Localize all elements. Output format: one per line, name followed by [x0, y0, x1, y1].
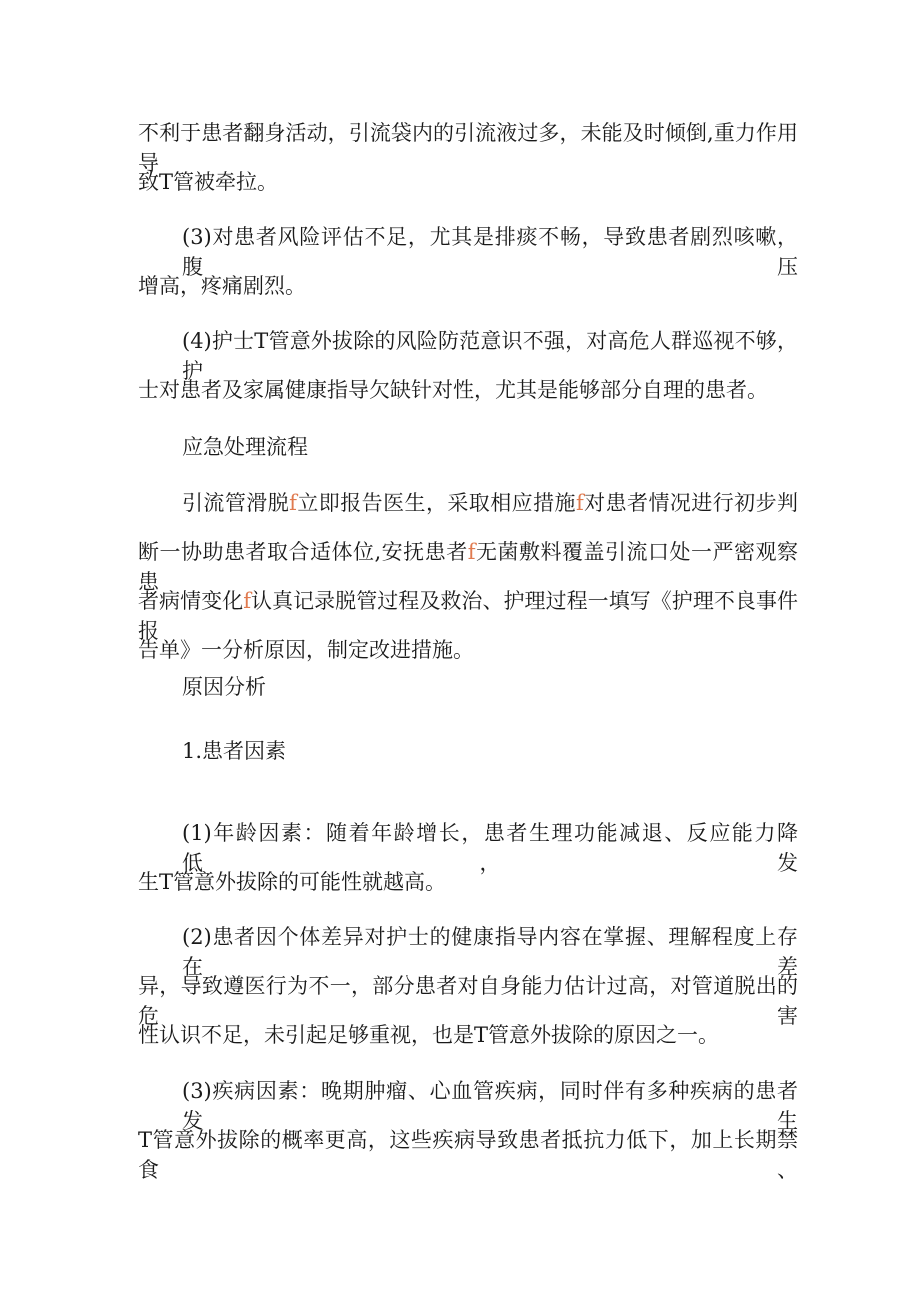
- heading-text: 1.患者因素: [182, 739, 287, 763]
- text-line: [138, 488, 798, 518]
- paragraph-emergency-flow: [138, 488, 798, 665]
- text-line: 致T管被牵拉。: [138, 170, 279, 194]
- text-line: 性认识不足，未引起足够重视，也是T管意外拔除的原因之一。: [138, 1023, 720, 1047]
- flow-step: 引流管滑脱: [182, 491, 290, 515]
- text-line: 异，导致遵医行为不一，部分患者对自身能力估计过高，对管道脱出的危害: [138, 974, 798, 1028]
- text-line: [138, 586, 799, 643]
- section-heading-cause: [138, 672, 798, 702]
- heading-text: 原因分析: [182, 675, 266, 699]
- text-line: 增高，疼痛剧烈。: [138, 274, 306, 298]
- arrow-glyph: f: [467, 540, 476, 564]
- paragraph-disease-factor: [138, 1076, 798, 1182]
- arrow-glyph: f: [575, 491, 584, 515]
- text-line: (3)对患者风险评估不足，尤其是排痰不畅，导致患者剧烈咳嗽，腹压: [182, 225, 798, 279]
- text-line: (3)疾病因素：晚期肿瘤、心血管疾病，同时伴有多种疾病的患者发生: [182, 1079, 798, 1133]
- paragraph-individual-factor: [138, 922, 798, 1050]
- flow-step: 告单》一分析原因，制定改进措施。: [138, 638, 474, 662]
- section-heading-emergency: [138, 432, 798, 462]
- paragraph-item-4: [138, 326, 798, 405]
- text-line: (4)护士T管意外拔除的风险防范意识不强，对高危人群巡视不够，护: [182, 329, 798, 383]
- text-line: (1)年龄因素：随着年龄增长，患者生理功能减退、反应能力降低，发: [182, 821, 798, 875]
- flow-step: 对患者情况进行初步判: [583, 491, 799, 515]
- subheading-patient-factors: [138, 736, 798, 766]
- flow-step: 立即报告医生，采取相应措施: [296, 491, 576, 515]
- paragraph-continuation: [138, 118, 798, 197]
- paragraph-age-factor: [138, 818, 798, 897]
- text-line: [138, 537, 798, 594]
- arrow-glyph: f: [243, 589, 251, 613]
- text-line: 不利于患者翻身活动，引流袋内的引流液过多，未能及时倾倒,重力作用导: [138, 121, 798, 175]
- flow-step: 无菌敷料覆盖引流口处一严密观察患: [138, 540, 798, 594]
- flow-step: 者病情变化: [138, 589, 244, 613]
- text-line: (2)患者因个体差异对护士的健康指导内容在掌握、理解程度上存在差: [182, 925, 798, 979]
- paragraph-item-3: [138, 222, 798, 301]
- text-line: 生T管意外拔除的可能性就越高。: [138, 870, 447, 894]
- arrow-glyph: f: [289, 491, 297, 515]
- flow-step: 断一协助患者取合适体位,安抚患者: [138, 540, 468, 564]
- flow-step: 认真记录脱管过程及救治、护理过程一填写《护理不良事件报: [138, 589, 799, 643]
- text-line: T管意外拔除的概率更高，这些疾病导致患者抵抗力低下，加上长期禁食、: [138, 1128, 798, 1182]
- text-line: 士对患者及家属健康指导欠缺针对性，尤其是能够部分自理的患者。: [138, 378, 768, 402]
- heading-text: 应急处理流程: [182, 435, 308, 459]
- text-line: [138, 635, 798, 665]
